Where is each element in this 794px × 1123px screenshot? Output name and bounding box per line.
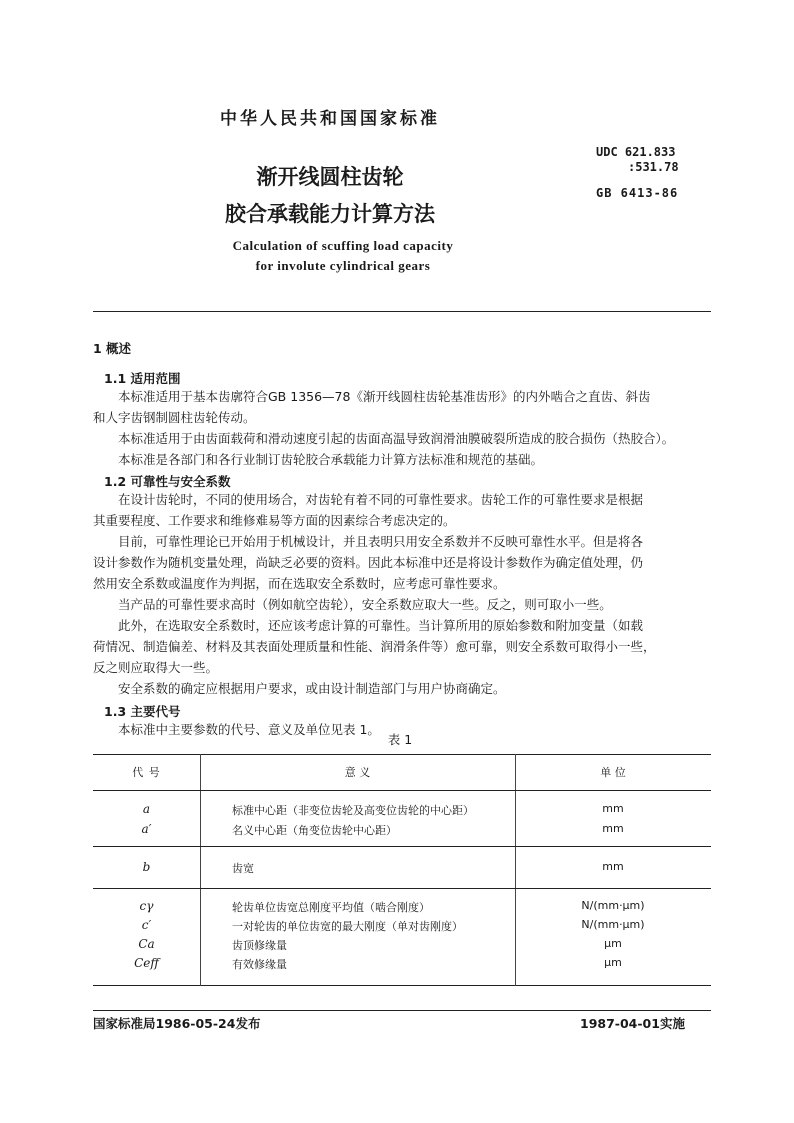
table-cell-symbol: b <box>142 860 151 874</box>
table-cell-unit: N/(mm·μm) <box>581 899 645 912</box>
table-cell-meaning: 齿宽 <box>232 862 254 875</box>
table-cell-meaning: 轮齿单位齿宽总刚度平均值（啮合刚度） <box>232 901 430 914</box>
paragraph-line: 然用安全系数或温度作为判据，而在选取安全系数时，应考虑可靠性要求。 <box>93 576 506 591</box>
section-1-1-heading: 1.1 适用范围 <box>104 371 181 386</box>
table-cell-unit: μm <box>604 956 622 969</box>
table-header-divider <box>93 790 711 791</box>
footer-divider <box>93 1010 711 1011</box>
table-cell-meaning: 一对轮齿的单位齿宽的最大刚度（单对齿刚度） <box>232 920 463 933</box>
table-cell-symbol: Ca <box>138 937 155 951</box>
paragraph-line: 在设计齿轮时，不同的使用场合，对齿轮有着不同的可靠性要求。齿轮工作的可靠性要求是根据 <box>118 492 644 507</box>
table-column-divider <box>200 754 201 986</box>
section-1-heading: 1 概述 <box>93 341 132 356</box>
effective-date: 1987-04-01实施 <box>580 1016 685 1031</box>
title-english-line1: Calculation of scuffing load capacity <box>232 238 454 253</box>
table-cell-symbol: a′ <box>141 822 152 836</box>
table-cell-symbol: cγ <box>139 899 154 913</box>
table-cell-meaning: 标准中心距（非变位齿轮及高变位齿轮的中心距） <box>232 804 474 817</box>
table-header-symbol: 代 号 <box>132 766 161 779</box>
paragraph-line: 本标准适用于基本齿廓符合GB 1356—78《渐开线圆柱齿轮基准齿形》的内外啮合之直齿、斜齿 <box>118 389 651 404</box>
section-1-2-heading: 1.2 可靠性与安全系数 <box>104 474 231 489</box>
table-cell-meaning: 齿顶修缘量 <box>232 939 287 952</box>
table-cell-symbol: Ceff <box>134 956 159 970</box>
table-cell-unit: mm <box>602 822 624 835</box>
table-caption: 表 1 <box>387 732 413 747</box>
table-cell-symbol: a <box>142 802 151 816</box>
table-cell-symbol: c′ <box>141 918 152 932</box>
section-1-3-heading: 1.3 主要代号 <box>104 704 181 719</box>
paragraph-line: 此外，在选取安全系数时，还应该考虑计算的可靠性。当计算所用的原始参数和附加变量（如载 <box>118 618 644 633</box>
table-group-divider <box>93 888 711 889</box>
issue-date: 国家标准局1986-05-24发布 <box>93 1016 261 1031</box>
issuing-country-header: 中华人民共和国国家标准 <box>220 109 440 129</box>
paragraph-line: 其重要程度、工作要求和维修难易等方面的因素综合考虑决定的。 <box>93 513 456 528</box>
title-chinese-line1: 渐开线圆柱齿轮 <box>256 165 404 189</box>
paragraph-line: 本标准中主要参数的代号、意义及单位见表 1。 <box>118 722 380 737</box>
gb-standard-number: GB 6413-86 <box>596 186 679 200</box>
title-english-line2: for involute cylindrical gears <box>255 258 431 273</box>
table-group-divider <box>93 846 711 847</box>
table-cell-meaning: 有效修缘量 <box>232 958 287 971</box>
table-cell-unit: μm <box>604 937 622 950</box>
table-header-meaning: 意 义 <box>344 766 371 779</box>
table-header-unit: 单 位 <box>600 766 626 779</box>
table-cell-meaning: 名义中心距（角变位齿轮中心距） <box>232 824 397 837</box>
header-divider <box>93 311 711 312</box>
paragraph-line: 安全系数的确定应根据用户要求，或由设计制造部门与用户协商确定。 <box>118 681 506 696</box>
paragraph-line: 反之则应取得大一些。 <box>93 660 219 675</box>
paragraph-line: 当产品的可靠性要求高时（例如航空齿轮），安全系数应取大一些。反之，则可取小一些。 <box>118 597 612 612</box>
udc-code-line2: :531.78 <box>628 160 679 174</box>
table-cell-unit: N/(mm·μm) <box>581 918 645 931</box>
paragraph-line: 本标准是各部门和各行业制订齿轮胶合承载能力计算方法标准和规范的基础。 <box>118 452 544 467</box>
title-chinese-line2: 胶合承载能力计算方法 <box>225 202 435 226</box>
paragraph-line: 设计参数作为随机变量处理，尚缺乏必要的资料。因此本标准中还是将设计参数作为确定值处理，仍 <box>93 555 644 570</box>
udc-code-line1: UDC 621.833 <box>596 145 676 159</box>
table-cell-unit: mm <box>602 860 624 873</box>
paragraph-line: 和人字齿钢制圆柱齿轮传动。 <box>93 410 256 425</box>
table-cell-unit: mm <box>602 802 624 815</box>
paragraph-line: 荷情况、制造偏差、材料及其表面处理质量和性能、润滑条件等）愈可靠，则安全系数可取得小一些， <box>93 639 656 654</box>
paragraph-line: 目前，可靠性理论已开始用于机械设计，并且表明只用安全系数并不反映可靠性水平。但是将各 <box>118 534 644 549</box>
paragraph-line: 本标准适用于由齿面载荷和滑动速度引起的齿面高温导致润滑油膜破裂所造成的胶合损伤（热胶合）。 <box>118 431 675 446</box>
